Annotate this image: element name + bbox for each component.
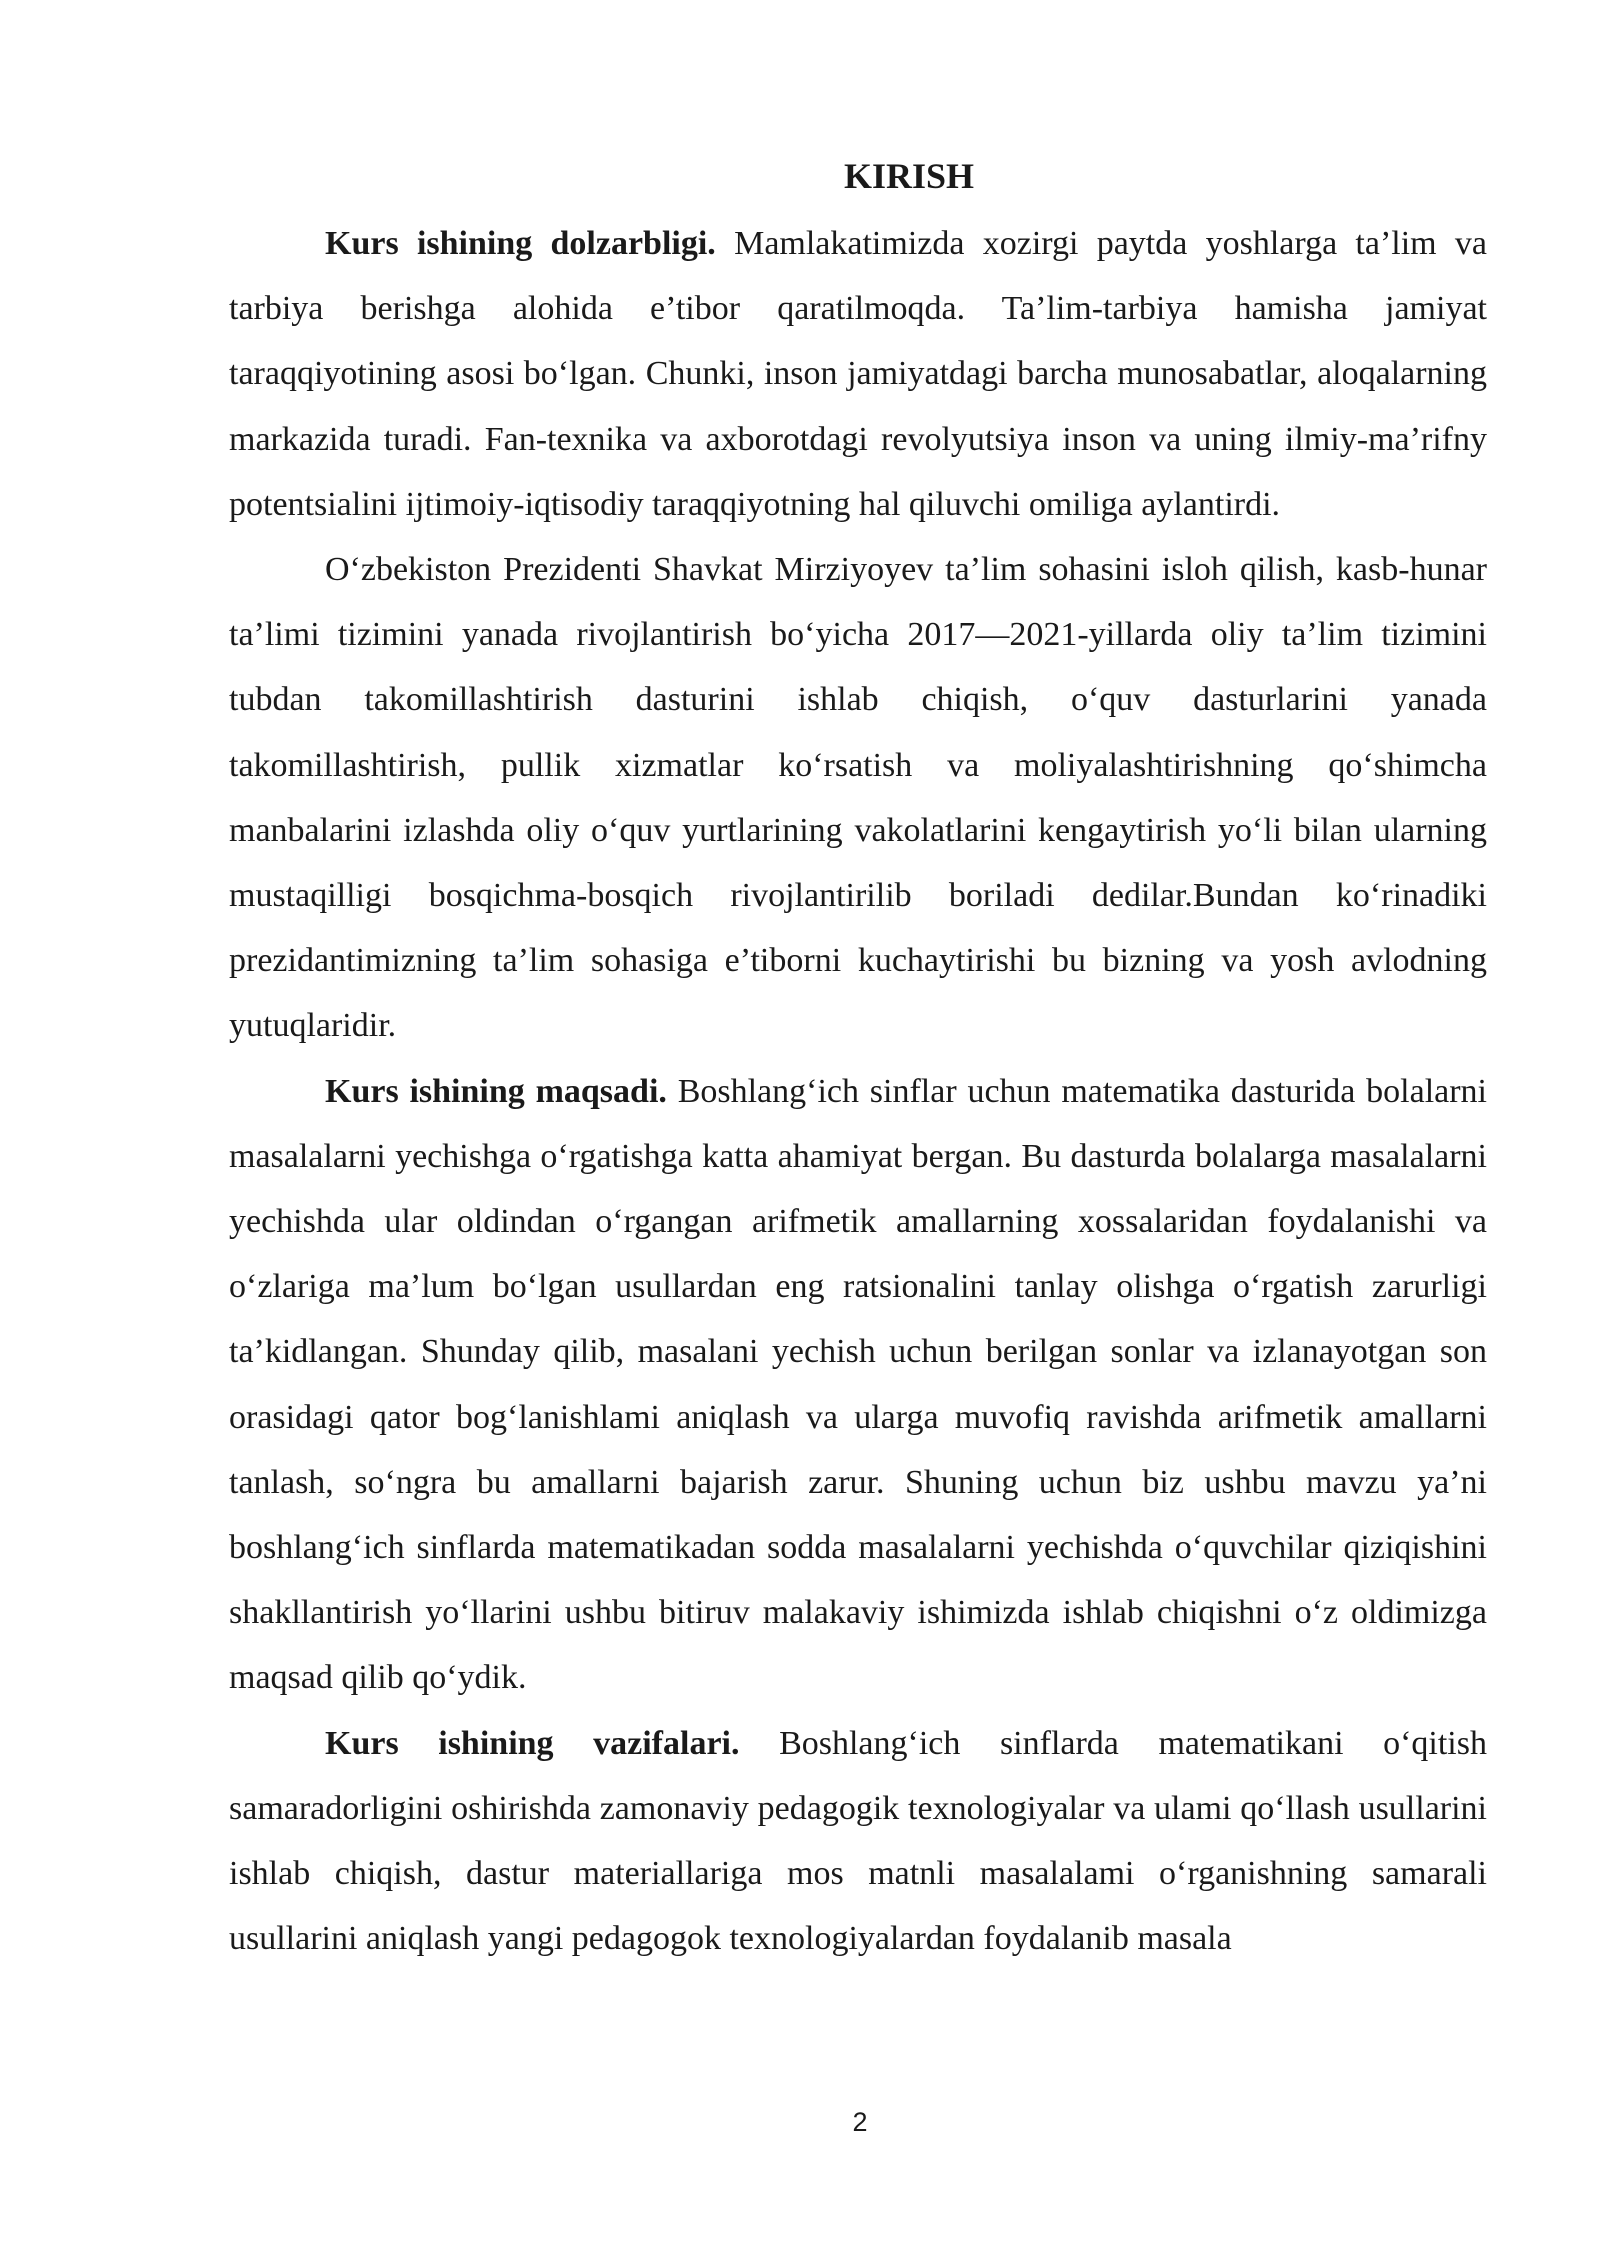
body-text <box>229 211 1487 1971</box>
paragraph-text: Mamlakatimizda xozirgi paytda yoshlarga ta’lim va tarbiya berishga alohida e’tibor qaratilmoqda. Ta’lim-tarbiya hamisha jamiyat taraqqiyotining asosi bo‘lgan. Chunki, inson jamiyatdagi barcha munosabatlar, aloqalarning markazida turadi. Fan-texnika va axborotdagi revolyutsiya inson va uning ilmiy-ma’rifny potentsialini ijtimoiy-iqtisodiy taraqqiyotning hal qiluvchi omiliga aylantirdi. <box>229 225 1487 523</box>
paragraph-tasks <box>229 1711 1487 1972</box>
paragraph-lead: Kurs ishining vazifalari. <box>325 1724 740 1762</box>
paragraph-text: Boshlang‘ich sinflarda matematikani o‘qitish samaradorligini oshirishda zamonaviy pedagogik texnologiyalar va ulami qo‘llash usullarini ishlab chiqish, dastur materiallariga mos matnli masalalami o‘rganishning samarali usullarini aniqlash yangi pedagogok texnologiyalardan foydalanib masala <box>229 1724 1487 1958</box>
section-title: KIRISH <box>843 156 975 196</box>
paragraph-relevance <box>229 211 1487 537</box>
paragraph-president-reform <box>229 537 1487 1059</box>
paragraph-goal <box>229 1059 1487 1711</box>
paragraph-text: O‘zbekiston Prezidenti Shavkat Mirziyoyev ta’lim sohasini isloh qilish, kasb-hunar ta’limi tizimini yanada rivojlantirish bo‘yicha 2017—2021-yillarda oliy ta’lim tizimini tubdan takomillashtirish dasturini ishlab chiqish, o‘quv dasturlarini yanada takomillashtirish, pullik xizmatlar ko‘rsatish va moliyalashtirishning qo‘shimcha manbalarini izlashda oliy o‘quv yurtlarining vakolatlarini kengaytirish yo‘li bilan ularning mustaqilligi bosqichma-bosqich rivojlantirilib boriladi dedilar.Bundan ko‘rinadiki prezidantimizning ta’lim sohasiga e’tiborni kuchaytirishi bu bizning va yosh avlodning yutuqlaridir. <box>229 551 1487 1045</box>
page-number: 2 <box>852 2107 868 2137</box>
paragraph-text: Boshlang‘ich sinflar uchun matematika dasturida bolalarni masalalarni yechishga o‘rgatishga katta ahamiyat bergan. Bu dasturda bolalarga masalalarni yechishda ular oldindan o‘rgangan arifmetik amallarning xossalaridan foydalanishi va o‘zlariga ma’lum bo‘lgan usullardan eng ratsionalini tanlay olishga o‘rgatish zarurligi ta’kidlangan. Shunday qilib, masalani yechish uchun berilgan sonlar va izlanayotgan son orasidagi qator bog‘lanishlami aniqlash va ularga muvofiq ravishda arifmetik amallarni tanlash, so‘ngra bu amallarni bajarish zarur. Shuning uchun biz ushbu mavzu ya’ni boshlang‘ich sinflarda matematikadan sodda masalalarni yechishda o‘quvchilar qiziqishini shakllantirish yo‘llarini ushbu bitiruv malakaviy ishimizda ishlab chiqishni o‘z oldimizga maqsad qilib qo‘ydik. <box>229 1072 1487 1697</box>
paragraph-lead: Kurs ishining dolzarbligi. <box>325 225 716 262</box>
paragraph-lead: Kurs ishining maqsadi. <box>325 1072 667 1110</box>
